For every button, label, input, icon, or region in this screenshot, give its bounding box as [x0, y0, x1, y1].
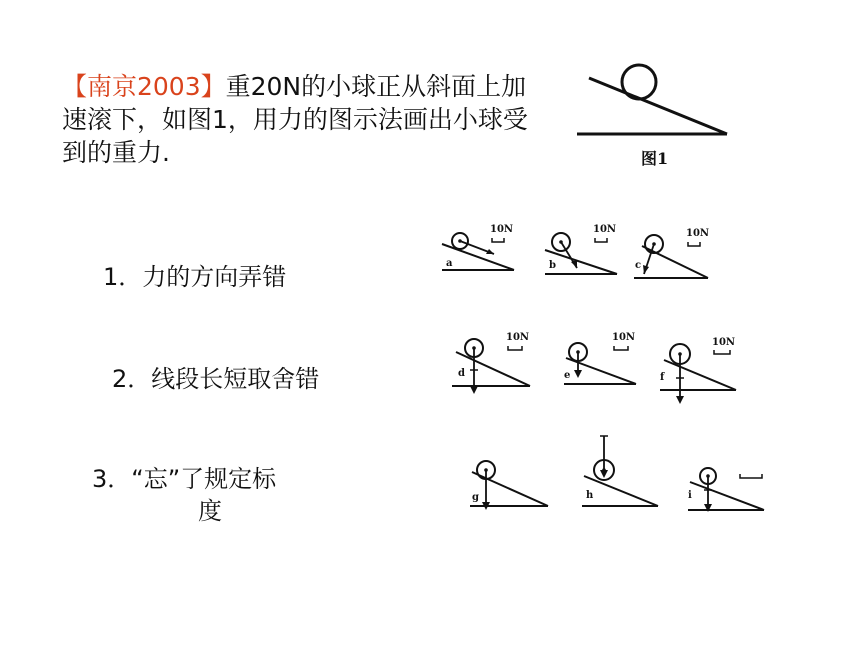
mistake-2-number: 2． [112, 365, 152, 393]
diagram-a-letter: a [446, 258, 453, 269]
diagram-f-letter: f [660, 372, 665, 383]
diagram-c-letter: c [635, 260, 642, 271]
scale-label-b: 10N [593, 224, 617, 235]
figure-1-caption: 图1 [641, 149, 669, 168]
mistake-3-text-line1: “忘”了规定标 [131, 465, 277, 493]
diagram-b-letter: b [549, 260, 556, 271]
diagram-g [468, 454, 554, 516]
mistake-1-number: 1． [103, 263, 143, 291]
mistake-1-text: 力的方向弄错 [142, 263, 287, 291]
diagram-a [440, 218, 520, 278]
diagram-h [580, 432, 664, 512]
diagram-e [562, 326, 642, 396]
diagram-d-letter: d [458, 368, 465, 379]
scale-label-a: 10N [490, 224, 514, 235]
diagram-d [450, 326, 540, 404]
scale-label-c: 10N [686, 228, 710, 239]
mistake-3 [92, 463, 276, 527]
diagram-c [632, 222, 712, 282]
question-text [62, 70, 532, 169]
mistake-3-number: 3． [92, 465, 132, 493]
scale-label-e: 10N [612, 332, 636, 343]
mistake-2-text: 线段长短取舍错 [151, 365, 320, 393]
diagram-h-letter: h [586, 490, 594, 501]
diagram-i-letter: i [688, 490, 692, 501]
figure-1-incline [575, 60, 735, 180]
mistake-1 [103, 261, 286, 293]
question-source-tag: 【南京2003】 [62, 72, 226, 101]
diagram-e-letter: e [564, 370, 571, 381]
diagram-b [543, 218, 623, 278]
scale-label-f: 10N [712, 337, 736, 348]
diagram-f [658, 330, 742, 408]
diagram-g-letter: g [472, 492, 479, 503]
question-body: 重20N的小球正从斜面上加速滚下，如图1，用力的图示法画出小球受到的重力. [62, 72, 528, 167]
mistake-3-text-line2: 度 [198, 497, 222, 525]
scale-label-d: 10N [506, 332, 530, 343]
diagram-i [686, 462, 770, 518]
mistake-2 [112, 363, 319, 395]
